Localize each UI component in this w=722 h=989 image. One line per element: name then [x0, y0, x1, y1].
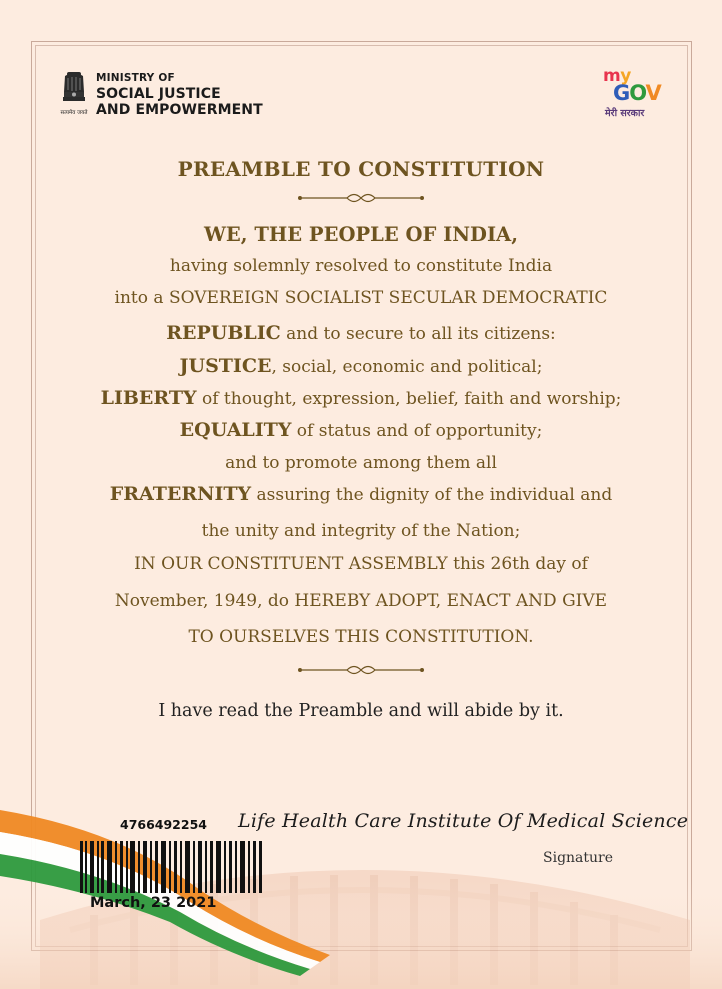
ornament-divider-bottom-icon	[297, 663, 425, 677]
preamble-line-13: TO OURSELVES THIS CONSTITUTION.	[188, 627, 534, 647]
preamble-line-12: November, 1949, do HEREBY ADOPT, ENACT AND GIVE	[114, 591, 608, 611]
issue-date: March, 23 2021	[90, 895, 217, 911]
preamble-line-6: LIBERTY of thought, expression, belief, faith and worship;	[100, 387, 622, 409]
mygov-logo	[603, 66, 673, 122]
signature-label: Signature	[543, 850, 614, 866]
preamble-line-11: IN OUR CONSTITUENT ASSEMBLY this 26th day of	[134, 554, 588, 574]
ministry-line-3: AND EMPOWERMENT	[96, 102, 263, 118]
preamble-line-8: and to promote among them all	[225, 453, 497, 473]
preamble-line-9: FRATERNITY assuring the dignity of the individual and	[109, 483, 613, 505]
mygov-gov: GOV	[613, 81, 661, 105]
barcode-icon	[80, 841, 262, 893]
ornament-divider-top-icon	[297, 191, 425, 205]
national-emblem-icon	[58, 70, 90, 118]
page-title: PREAMBLE TO CONSTITUTION	[177, 157, 545, 181]
mygov-tagline: मेरी सरकार	[605, 108, 645, 119]
certificate-number: 4766492254	[120, 817, 207, 832]
preamble-line-7: EQUALITY of status and of opportunity;	[179, 419, 543, 441]
ministry-line-1: MINISTRY OF	[96, 72, 175, 84]
preamble-line-2: having solemnly resolved to constitute India	[169, 256, 553, 276]
declaration-text: I have read the Preamble and will abide by it.	[158, 701, 564, 721]
emblem-motto: सत्यमेव जयते	[60, 110, 88, 116]
preamble-line-4: REPUBLIC and to secure to all its citizens:	[166, 322, 556, 344]
preamble-line-10: the unity and integrity of the Nation;	[201, 521, 521, 541]
preamble-line-5: JUSTICE, social, economic and political;	[179, 355, 543, 377]
ministry-logo	[58, 70, 263, 118]
preamble-line-3: into a SOVEREIGN SOCIALIST SECULAR DEMOCRATIC	[114, 288, 608, 308]
ministry-line-2: SOCIAL JUSTICE	[96, 86, 221, 102]
institute-name: Life Health Care Institute Of Medical Science	[238, 810, 689, 832]
preamble-line-1: WE, THE PEOPLE OF INDIA,	[204, 223, 518, 246]
mygov-my: my	[603, 66, 631, 86]
